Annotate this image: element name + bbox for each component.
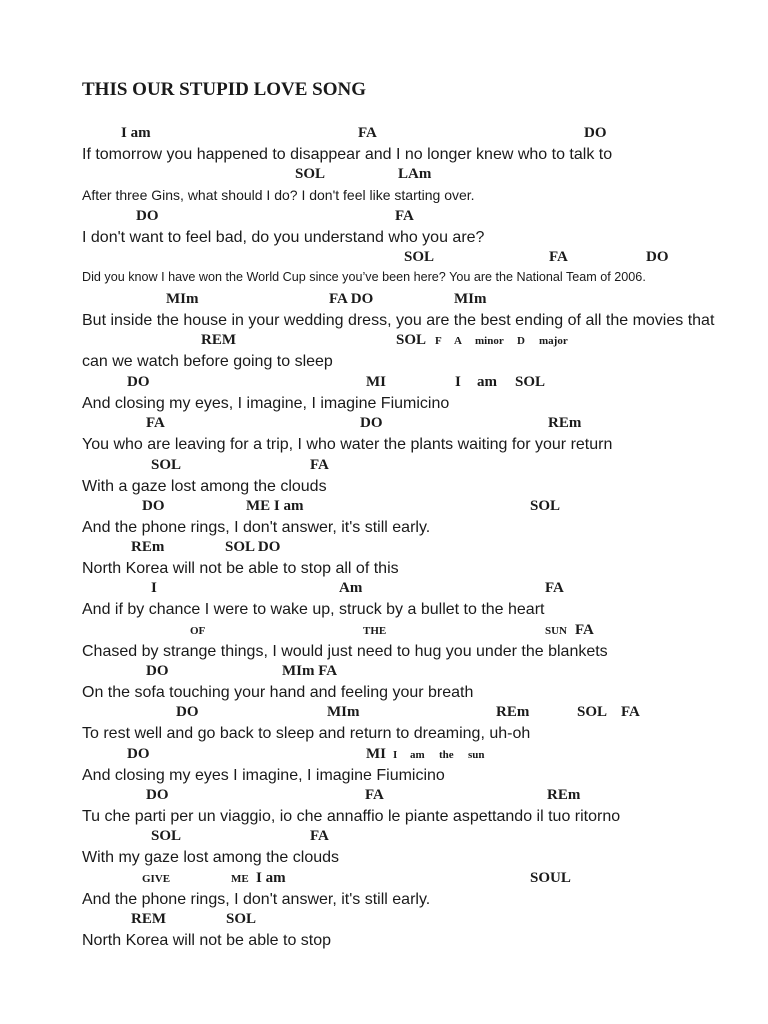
chord-label: the — [439, 749, 454, 761]
chord-label: I am — [121, 125, 151, 141]
chord-label: DO — [646, 249, 669, 265]
lyric-line: And if by chance I were to wake up, struck by a bullet to the heart — [82, 601, 545, 618]
chord-label: SOL — [530, 498, 561, 514]
chord-label: LAm — [398, 166, 432, 182]
lyric-line: On the sofa touching your hand and feeling your breath — [82, 684, 474, 701]
chord-label: FA DO — [329, 291, 374, 307]
chord-label: DO — [176, 704, 199, 720]
chord-label: I — [455, 374, 461, 390]
chord-label: DO — [146, 663, 169, 679]
lyric-line: North Korea will not be able to stop all of this — [82, 560, 399, 577]
chord-label: REm — [496, 704, 530, 720]
chord-label: D — [517, 335, 525, 347]
lyric-line: I don't want to feel bad, do you understand who you are? — [82, 229, 485, 246]
chord-label: major — [539, 335, 568, 347]
lyric-line: With my gaze lost among the clouds — [82, 849, 340, 866]
chord-label: FA — [310, 828, 329, 844]
lyric-line: Chased by strange things, I would just need to hug you under the blankets — [82, 643, 608, 660]
chord-label: Am — [339, 580, 363, 596]
chord-label: FA — [365, 787, 384, 803]
chord-label: F — [435, 335, 442, 347]
lyric-line: And the phone rings, I don't answer, it's still early. — [82, 519, 431, 536]
chord-label: REm — [548, 415, 582, 431]
song-title: THIS OUR STUPID LOVE SONG — [82, 79, 367, 100]
lyric-line: With a gaze lost among the clouds — [82, 478, 327, 495]
chord-label: sun — [468, 749, 485, 761]
chord-label: FA — [621, 704, 640, 720]
chord-label: MI — [366, 746, 386, 762]
chord-label: I — [393, 749, 398, 761]
chord-label: MIm — [454, 291, 487, 307]
chord-label: SOL DO — [225, 539, 281, 555]
chord-label: THE — [363, 625, 387, 637]
lyric-line: You who are leaving for a trip, I who water the plants waiting for your return — [82, 436, 613, 453]
chord-label: DO — [584, 125, 607, 141]
chord-label: DO — [127, 746, 150, 762]
lyric-line: North Korea will not be able to stop — [82, 932, 332, 949]
chord-label: FA — [310, 457, 329, 473]
chord-label: FA — [545, 580, 564, 596]
chord-label: SOL — [404, 249, 435, 265]
chord-label: DO — [146, 787, 169, 803]
chord-label: ME I am — [246, 498, 304, 514]
chord-label: am — [477, 374, 497, 390]
chord-label: A — [454, 335, 462, 347]
chord-label: REM — [131, 911, 166, 927]
chord-label: FA — [146, 415, 165, 431]
chord-label: I am — [256, 870, 286, 886]
chord-label: I — [151, 580, 157, 596]
chord-label: SUN — [545, 625, 568, 637]
chord-label: DO — [142, 498, 165, 514]
lyric-line: And closing my eyes, I imagine, I imagine Fiumicino — [82, 395, 450, 412]
chord-label: SOL — [396, 332, 427, 348]
chord-label: REM — [201, 332, 236, 348]
chord-label: FA — [395, 208, 414, 224]
chord-label: SOL — [577, 704, 608, 720]
lyric-line: If tomorrow you happened to disappear and I no longer knew who to talk to — [82, 146, 613, 163]
chord-label: MIm — [166, 291, 199, 307]
chord-label: ME — [231, 873, 249, 885]
chord-label: am — [410, 749, 425, 761]
chord-label: SOUL — [530, 870, 571, 886]
chord-label: minor — [475, 335, 504, 347]
chord-label: SOL — [295, 166, 326, 182]
chord-label: REm — [547, 787, 581, 803]
chord-label: DO — [360, 415, 383, 431]
chord-label: DO — [136, 208, 159, 224]
lyric-line: But inside the house in your wedding dress, you are the best ending of all the movies that — [82, 312, 715, 329]
chord-label: DO — [127, 374, 150, 390]
lyric-line: And closing my eyes I imagine, I imagine Fiumicino — [82, 767, 445, 784]
chord-label: MIm — [327, 704, 360, 720]
chord-label: SOL — [515, 374, 546, 390]
chord-label: GIVE — [142, 873, 171, 885]
chord-label: MIm FA — [282, 663, 338, 679]
chord-label: FA — [549, 249, 568, 265]
lyric-line: Did you know I have won the World Cup since you’ve been here? You are the National Team of 2006. — [82, 270, 646, 284]
lyric-line: To rest well and go back to sleep and return to dreaming, uh-oh — [82, 725, 531, 742]
lyric-line: can we watch before going to sleep — [82, 353, 333, 370]
lyric-line: And the phone rings, I don't answer, it's still early. — [82, 891, 431, 908]
chord-label: MI — [366, 374, 386, 390]
lyric-line: After three Gins, what should I do? I don't feel like starting over. — [82, 187, 475, 203]
chord-label: SOL — [226, 911, 257, 927]
chord-label: FA — [575, 622, 594, 638]
lyric-line: Tu che parti per un viaggio, io che annaffio le piante aspettando il tuo ritorno — [82, 808, 621, 825]
chord-label: SOL — [151, 828, 182, 844]
chord-label: OF — [190, 625, 206, 637]
chord-label: FA — [358, 125, 377, 141]
chord-label: SOL — [151, 457, 182, 473]
chord-label: REm — [131, 539, 165, 555]
